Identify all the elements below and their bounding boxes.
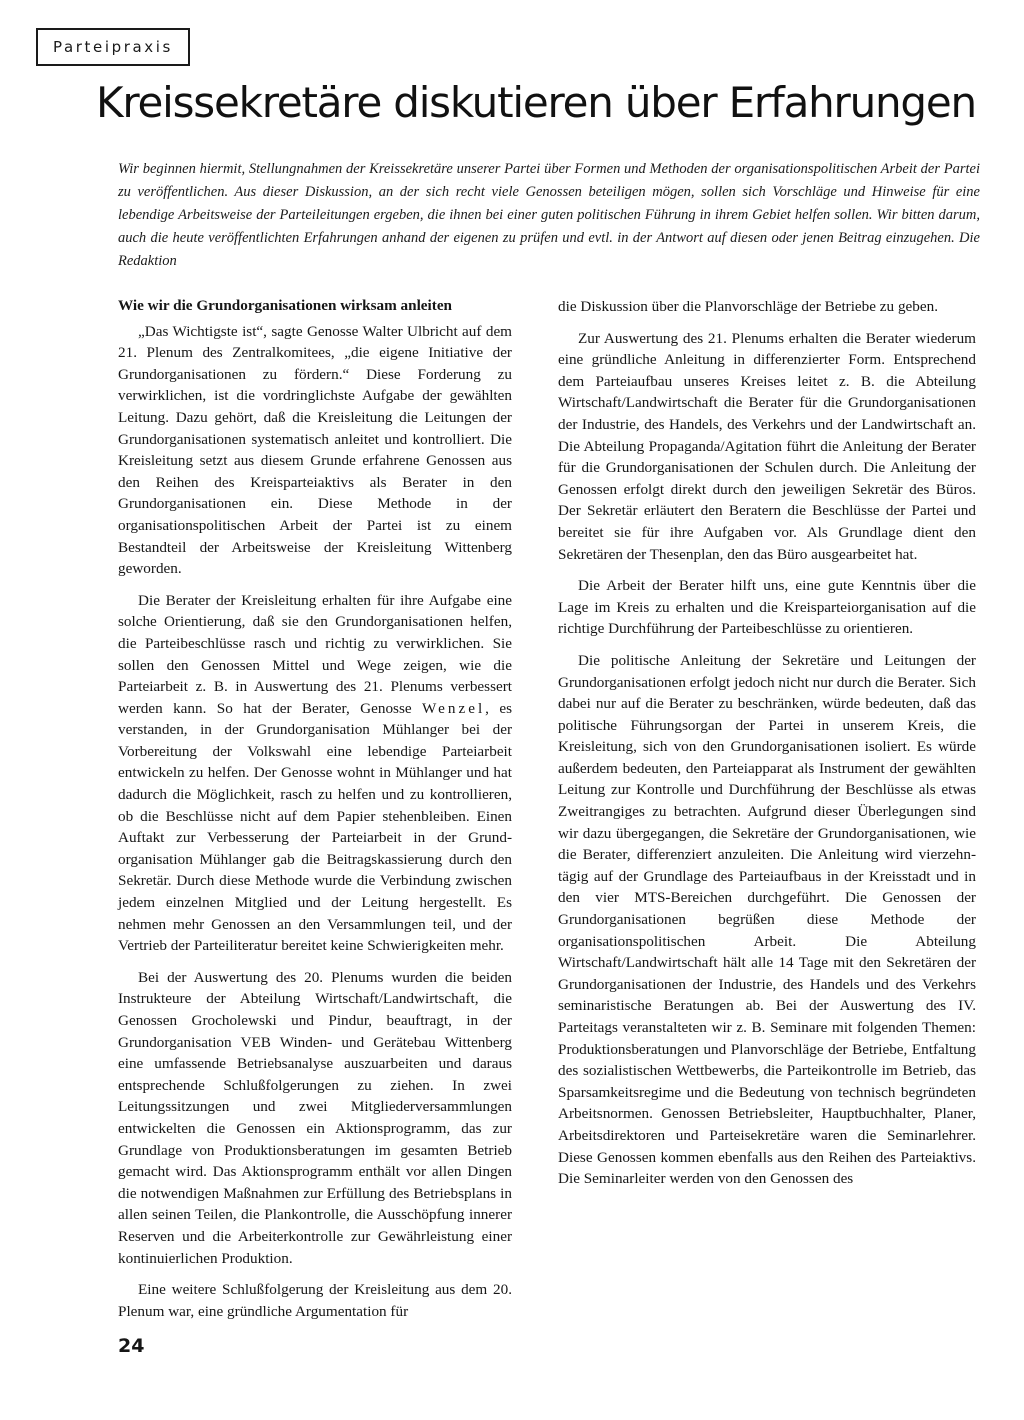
article-column-right (558, 296, 976, 1200)
paragraph-text: , es verstanden, in der Grundorganisation Mühlanger bei der Vorbereitung der Volkswahl eine lebendige Parteiarbeit entwickeln zu helfen. Der Genosse wohnt in Mühlanger und hat dadurch die Möglichkeit, rasch zu helfen und zu kontrollieren, ob die Beschlüsse nicht auf dem Papier stehenbleiben. Einen Auftakt zur Verbesserung der Parteiarbeit in der Grundorganisation Mühlanger gab die Beitragskassierung durch den Sekretär. Durch diese Methode wurde die Verbindung zwischen jedem einzelnen Mitglied und der Leitung hergestellt. Es nehmen mehr Genossen an den Versammlungen teil, und der Vertrieb der Parteiliteratur bereitet keine Schwierigkeiten mehr. (118, 699, 513, 955)
article-paragraph: Die politische Anleitung der Sekretäre und Leitungen der Grundorganisationen erfolgt jedoch nicht nur durch die Berater. Sich dabei nur auf die Berater zu beschränken, würde bedeuten, daß das politische Führungsorgan der Partei in unserem Kreis, die Kreisleitung, sich von den Grundorganisationen isoliert. Es würde außerdem bedeuten, den Parteiapparat als Instrument der gewählten Leitung zur Kontrolle und Durchführung der Beschlüsse als etwas Zweitrangiges zu betrachten. Aufgrund dieser Überlegungen sind wir dazu übergegangen, die Sekretäre der Grundorganisationen, wie die Berater, differenziert anzuleiten. Die Anleitung wird vierzehntägig auf der Grundlage des Parteiaufbaus in der Kreisstadt und in den vier MTS-Bereichen durchgeführt. Die Genossen der Grundorganisationen begrüßen diese Methode der organisationspolitischen Arbeit. Die Abteilung Wirtschaft/Landwirtschaft hält alle 14 Tage mit den Sekretären der Grundorganisationen der Industrie, des Handels und des Verkehrs seminaristische Beratungen ab. Bei der Auswertung des IV. Parteitags veranstalteten wir z. B. Seminare mit folgenden Themen: Produktionsberatungen und Planvorschläge der Betriebe, Entfaltung des sozialistischen Wettbewerbs, die Parteikontrolle im Betrieb, das Sparsamkeitsregime und die Bedeutung von technisch begründeten Arbeitsnormen. Genossen Betriebsleiter, Hauptbuchhalter, Planer, Arbeitsdirektoren und Parteisekretäre waren die Seminarlehrer. Diese Genossen kommen ebenfalls aus den Reihen des Parteiaktivs. Die Seminarleiter werden von den Genossen des (558, 651, 976, 1188)
article-paragraph (118, 590, 512, 957)
article-paragraph: Zur Auswertung des 21. Plenums erhalten die Berater wiederum eine gründliche Anleitung in differenzierter Form. Entsprechend dem Parteiaufbau unseres Kreises leitet z. B. die Abteilung Wirtschaft/Landwirtschaft die Berater für die Grundorganisationen der Industrie, des Handels, des Verkehrs und der Landwirtschaft an. Die Abteilung Propaganda/Agitation führt die Anleitung der Berater für die Grundorganisationen der Schulen durch. Die Anleitung der Genossen erfolgt direkt durch den jeweiligen Sekretär des Büros. Der Sekretär erläutert den Beratern die Beschlüsse der Partei und bereitet sie für ihre Aufgaben vor. Als Grundlage dient den Sekretären der Thesenplan, den das Büro ausgearbeitet hat. (558, 329, 976, 563)
section-rubric: Parteipraxis (36, 28, 190, 66)
editorial-intro: Wir beginnen hiermit, Stellungnahmen der Kreissekretäre unserer Partei über Formen und Methoden der organisationspolitischen Arbeit der Partei zu veröffentlichen. Aus dieser Diskussion, an der sich recht viele Genossen beteiligen mögen, sollen sich Vorschläge und Hinweise für eine lebendige Arbeitsweise der Parteileitungen ergeben, die ihnen bei einer guten politischen Führung in ihrem Gebiet helfen sollen. Wir bitten darum, auch die heute veröffentlichten Erfahrungen anhand der eigenen zu prüfen und evtl. in der Antwort auf diesen oder jenen Beitrag einzugehen. Die Redaktion (118, 161, 980, 269)
article-paragraph: Bei der Auswertung des 20. Plenums wurden die beiden Instrukteure der Abteilung Wirtschaft/Landwirtschaft, die Genossen Grocholewski und Pindur, beauftragt, in der Grundorganisation VEB Winden- und Gerätebau Wittenberg eine umfassende Betriebsanalyse auszuarbeiten und daraus entsprechende Schlußfolgerungen zu ziehen. In zwei Leitungssitzungen und zwei Mitgliederversammlungen entwickelten die Genossen ein Aktionsprogramm, das zur Grundlage von Produktionsberatungen im gesamten Betrieb gemacht wird. Das Aktionsprogramm enthält vor allen Dingen die notwendigen Maßnahmen zur Erfüllung des Betriebsplans in allen seinen Teilen, die Plankontrolle, die Ausschöpfung innerer Reserven und die Arbeiterkontrolle zur Gewährleistung einer kontinuierlichen Produktion. (118, 968, 512, 1267)
article-paragraph: „Das Wichtigste ist“, sagte Genosse Walter Ulbricht auf dem 21. Plenum des Zentralkomitees, „die eigene Initiative der Grundorganisationen zu fördern.“ Diese Forderung zu verwirklichen, ist die vordringlichste Aufgabe der gewählten Leitung. Dazu gehört, daß die Kreisleitung die Leitungen der Grundorganisationen systematisch anleitet und kontrolliert. Die Kreisleitung setzt aus diesem Grunde erfahrene Genossen aus den Reihen des Kreisparteiaktivs als Berater in den Grundorganisationen ein. Diese Methode in der organisationspolitischen Arbeit der Partei ist zu einem Bestandteil der Arbeitsweise der Kreisleitung Wittenberg geworden. (118, 322, 512, 578)
page-number: 24 (118, 1335, 145, 1357)
article-paragraph: die Diskussion über die Planvorschläge der Betriebe zu geben. (558, 298, 938, 315)
article-column-left (118, 295, 512, 1332)
paragraph-text: Die Berater der Kreisleitung erhalten für ihre Aufgabe eine solche Orientierung, daß sie den Grundorganisationen helfen, die Parteibeschlüsse rasch und richtig zu verwirklichen. Sie sollen den Genossen Mittel und Wege zeigen, wie die Parteiarbeit z. B. in Auswertung des 21. Plenums verbessert werden kann. So hat der Berater, Genosse (118, 591, 512, 717)
article-paragraph: Eine weitere Schlußfolgerung der Kreisleitung aus dem 20. Plenum war, eine gründliche Argumentation für (118, 1281, 512, 1320)
spaced-name: Wenzel (422, 699, 486, 717)
article-paragraph: Die Arbeit der Berater hilft uns, eine gute Kenntnis über die Lage im Kreis zu erhalten und die Kreisparteiorganisation auf die richtige Durchführung der Parteibeschlüsse zu orientieren. (558, 577, 976, 638)
article-subheading: Wie wir die Grundorganisationen wirksam anleiten (118, 297, 453, 314)
page-title: Kreissekretäre diskutieren über Erfahrungen (96, 78, 976, 127)
